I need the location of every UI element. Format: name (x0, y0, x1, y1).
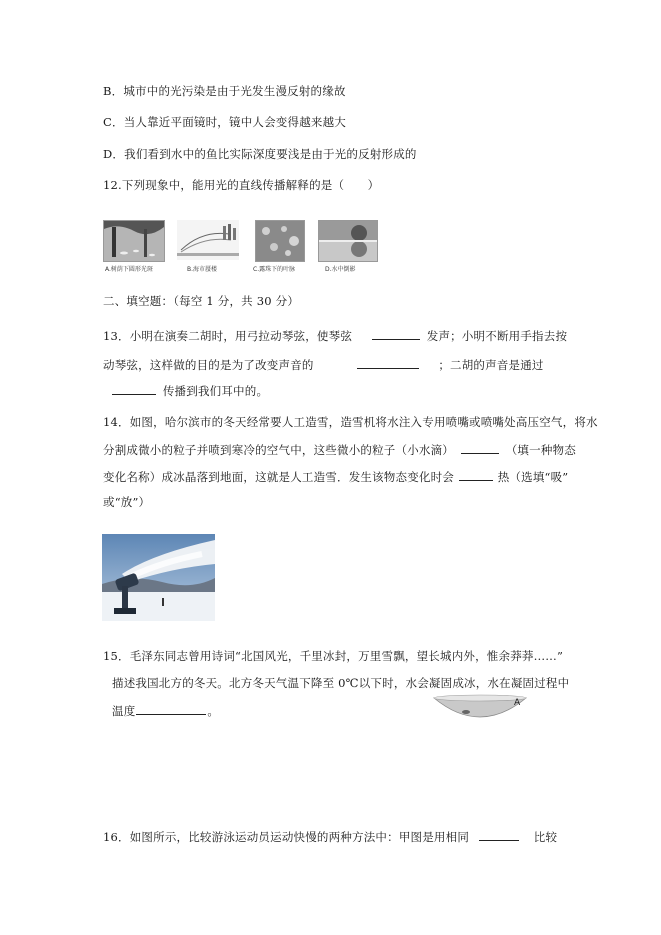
caption-b: B.海市蜃楼 (187, 266, 218, 273)
q13-line3 (112, 382, 268, 399)
q13-text-1b: 发声；小明不断用手指去按 (426, 329, 568, 343)
section-title: 二、填空题：（每空 1 分，共 30 分） (103, 294, 300, 308)
q13-blank-3[interactable] (112, 382, 156, 395)
q11-option-c: C．当人靠近平面镜时，镜中人会变得越来越大 (103, 115, 346, 129)
q13-line2 (103, 356, 544, 373)
dewdrop-image (255, 220, 305, 262)
q14-text-2a: 分割成微小的粒子并喷到寒冷的空气中，这些微小的粒子（小水滴） (103, 443, 454, 457)
q14-line2 (103, 441, 576, 458)
q16-blank-1[interactable] (479, 828, 519, 841)
caption-a: A.树荫下圆形光斑 (105, 266, 153, 273)
q14-text-2b: （填一种物态 (505, 443, 576, 457)
tree-shade-image (103, 220, 165, 262)
q15-line1: 15．毛泽东同志曾用诗词“北国风光，千里冰封，万里雪飘，望长城内外，惟余莽莽……” (103, 649, 564, 663)
q13-blank-2[interactable] (357, 356, 419, 369)
q14-line3 (103, 468, 568, 485)
q13-text-2a: 动琴弦，这样做的目的是为了改变声音的 (103, 358, 314, 372)
q14-line4: 或“放”） (103, 495, 151, 509)
q11-option-d: D．我们看到水中的鱼比实际深度要浅是由于光的反射形成的 (103, 147, 417, 161)
q16-text-1a: 16．如图所示，比较游泳运动员运动快慢的两种方法中：甲图是用相同 (103, 830, 470, 844)
q13-text-2b: ；二胡的声音是通过 (438, 358, 544, 372)
q16-text-1b: 比较 (533, 830, 558, 844)
caption-d: D.水中倒影 (325, 266, 356, 273)
q13-line1 (103, 327, 567, 344)
mirage-image (177, 220, 239, 260)
q15-line2: 描述我国北方的冬天。北方冬天气温下降至 0℃以下时，水会凝固成冰，水在凝固过程中 (112, 676, 570, 690)
q14-blank-2[interactable] (459, 468, 493, 481)
q12-stem: 12.下列现象中，能用光的直线传播解释的是（ ） (103, 178, 380, 192)
q14-line1: 14．如图，哈尔滨市的冬天经常要人工造雪，造雪机将水注入专用喷嘴或喷嘴处高压空气，将水 (103, 415, 598, 429)
q12-figures (103, 218, 383, 278)
q15-line3 (112, 702, 219, 719)
q16-line1 (103, 828, 557, 845)
q14-text-3b: 热（选填“吸” (497, 470, 569, 484)
q14-blank-1[interactable] (461, 441, 499, 454)
q13-blank-1[interactable] (372, 327, 420, 340)
q14-text-3a: 变化名称）成冰晶落到地面，这就是人工造雪．发生该物态变化时会 (103, 470, 454, 484)
ice-bowl-label: A (514, 698, 521, 708)
q15-text-3b: 。 (207, 704, 220, 718)
q13-text-1a: 13．小明在演奏二胡时，用弓拉动琴弦，使琴弦 (103, 329, 353, 343)
q15-text-3: 温度 (112, 704, 136, 718)
q11-option-b: B．城市中的光污染是由于光发生漫反射的缘故 (103, 84, 346, 98)
q15-blank-1[interactable] (136, 702, 206, 715)
q13-text-3: 传播到我们耳中的。 (162, 384, 269, 398)
caption-c: C.露珠下的叶脉 (253, 266, 296, 273)
snow-machine-photo (102, 534, 215, 621)
reflection-image (318, 220, 378, 262)
